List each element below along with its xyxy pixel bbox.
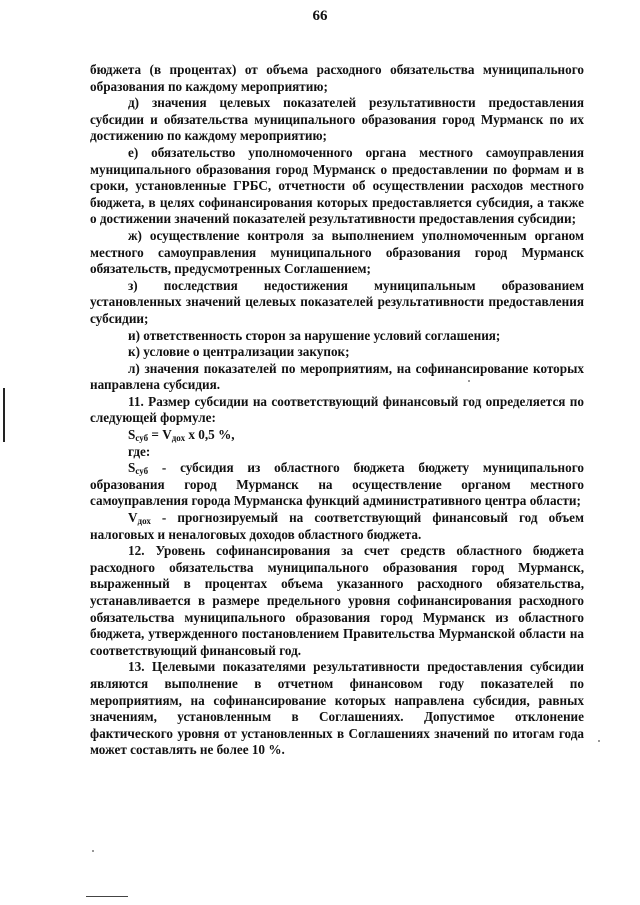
def-v-text: - прогнозируемый на соответствующий финансовый год объем налоговых и неналоговых доходов областного бюджета. bbox=[90, 510, 584, 542]
list-item-e: е) обязательство уполномоченного органа местного самоуправления муниципального образования город Мурманск о предоставлении по формам и в сроки, установленные ГРБС, отчетности об осуществлении расходов местного бюджета, в целях софинансирования которых предоставляется субсидия, а также о достижении значений показателей результативности предоставления субсидии; bbox=[90, 144, 584, 227]
clause-12: 12. Уровень софинансирования за счет средств областного бюджета расходного обязательства муниципального образования город Мурманск, выраженный в процентах объема указанного расходного обязательства, устанавливается в размере предельного уровня софинансирования расходного обязательства муниципального образования город Мурманск из областного бюджета, утвержденного постановлением Правительства Мурманской области на соответствующий финансовый год. bbox=[90, 543, 584, 658]
scan-speck bbox=[598, 740, 600, 742]
definition-s bbox=[90, 460, 584, 510]
def-v-symbol: V bbox=[128, 510, 138, 526]
def-s-sub: суб bbox=[135, 466, 149, 477]
definition-v bbox=[90, 510, 584, 543]
list-item-d: д) значения целевых показателей результативности предоставления субсидии и обязательства муниципального образования город Мурманск по их достижению по каждому мероприятию; bbox=[90, 95, 584, 144]
paragraph-continuation: бюджета (в процентах) от объема расходного обязательства муниципального образования по каждому мероприятию; bbox=[90, 62, 584, 94]
clause-13: 13. Целевыми показателями результативности предоставления субсидии являются выполнение в отчетном финансовом году показателей по мероприятиям, на софинансирование которых направлена субсидия, равных значениям, установленным в Соглашениях. Допустимое отклонение фактического уровня от установленных в Соглашениях значений по итогам года может составлять не более 10 %. bbox=[90, 659, 584, 758]
def-v-sub: дох bbox=[137, 516, 151, 527]
scan-edge-mark bbox=[3, 388, 5, 442]
formula-where: где: bbox=[128, 443, 151, 459]
subsidy-formula bbox=[90, 427, 584, 444]
list-item-i: и) ответственность сторон за нарушение условий соглашения; bbox=[128, 327, 501, 343]
formula-v-sub: дох bbox=[171, 433, 186, 444]
list-item-zh: ж) осуществление контроля за выполнением уполномоченным органом местного самоуправления муниципального образования город Мурманск обязательств, предусмотренных Соглашением; bbox=[90, 227, 584, 277]
document-body bbox=[90, 62, 584, 759]
bottom-rule bbox=[86, 896, 128, 897]
formula-s-sub: суб bbox=[135, 433, 149, 444]
page-number: 66 bbox=[312, 8, 328, 24]
formula-rest: x 0,5 %, bbox=[185, 427, 235, 443]
def-s-symbol: S bbox=[128, 460, 136, 476]
list-item-l: л) значения показателей по мероприятиям, на софинансирование которых направлена субсидия. bbox=[90, 360, 584, 393]
formula-eq: = V bbox=[148, 427, 172, 443]
scan-speck bbox=[92, 850, 94, 852]
list-item-k: к) условие о централизации закупок; bbox=[128, 344, 350, 360]
scan-speck bbox=[468, 380, 470, 382]
clause-11: 11. Размер субсидии на соответствующий финансовый год определяется по следующей формуле: bbox=[90, 393, 584, 426]
def-s-text: - субсидия из областного бюджета бюджету муниципального образования город Мурманск на осуществление органом местного самоуправления города Мурманска функций административного центра области; bbox=[90, 460, 584, 509]
list-item-z: з) последствия недостижения муниципальным образованием установленных значений целевых показателей результативности предоставления субсидии; bbox=[90, 277, 584, 326]
formula-s: S bbox=[128, 427, 136, 443]
